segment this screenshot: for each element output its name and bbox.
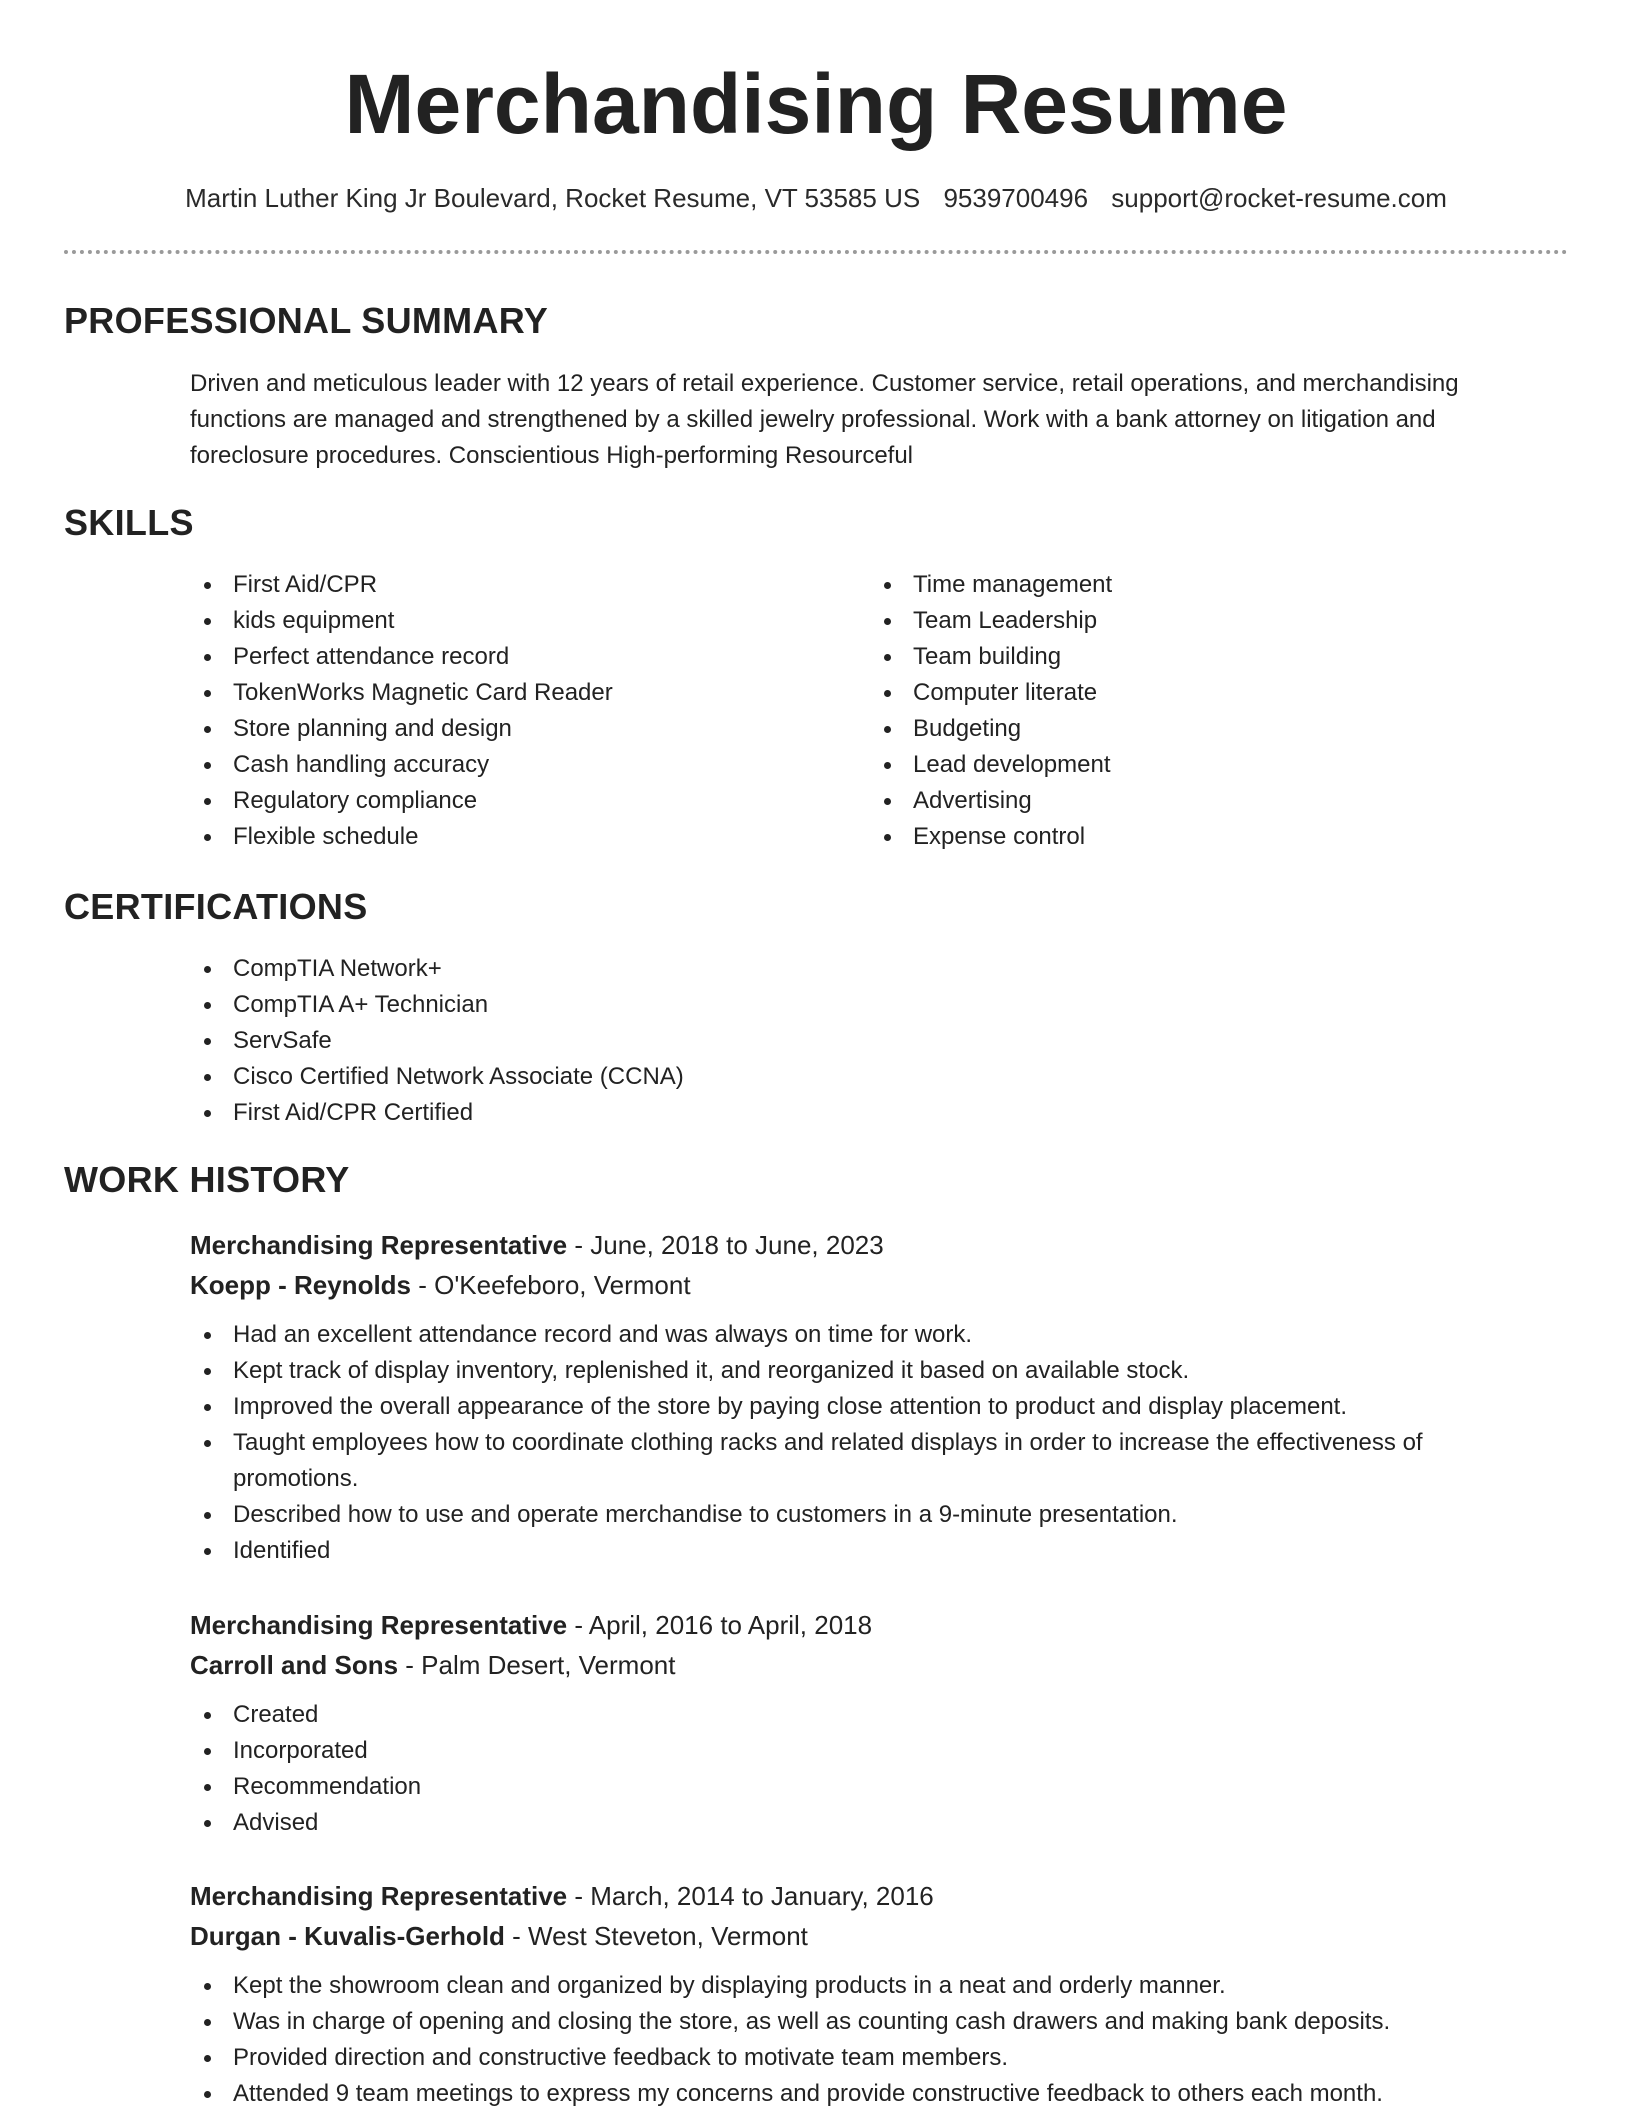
job-bullet	[190, 1533, 1520, 1569]
job-company: Durgan - Kuvalis-Gerhold	[190, 1921, 505, 1951]
job-bullet	[190, 1353, 1520, 1389]
bullet-icon	[884, 582, 891, 589]
bullet-icon	[884, 654, 891, 661]
job-bullet	[190, 2004, 1520, 2040]
job-entry	[190, 1876, 1520, 2112]
certification-label: CompTIA A+ Technician	[233, 991, 489, 1018]
certification-label: CompTIA Network+	[233, 955, 442, 982]
bullet-icon	[204, 1074, 211, 1081]
section-heading-work-history: WORK HISTORY	[64, 1159, 350, 1200]
job-bullet	[190, 1317, 1520, 1353]
bullet-icon	[204, 1332, 211, 1339]
bullet-icon	[204, 654, 211, 661]
job-location: - West Steveton, Vermont	[504, 1921, 808, 1951]
bullet-icon	[204, 762, 211, 769]
skill-item	[870, 783, 1520, 819]
bullet-icon	[884, 834, 891, 841]
skills-column-left	[190, 567, 840, 855]
certification-item	[190, 987, 1090, 1023]
bullet-icon	[884, 726, 891, 733]
contact-address: Martin Luther King Jr Boulevard, Rocket Resume, VT 53585 US	[185, 183, 921, 213]
skill-item	[870, 639, 1520, 675]
job-bullet-text: Advised	[233, 1809, 319, 1836]
resume-title: Merchandising Resume	[344, 57, 1288, 151]
skill-item	[870, 603, 1520, 639]
job-bullet-text: Was in charge of opening and closing the store, as well as counting cash drawers and making bank deposits.	[233, 2008, 1391, 2035]
certification-item	[190, 951, 1090, 987]
job-bullets	[190, 1697, 1520, 1841]
certification-label: ServSafe	[233, 1027, 332, 1054]
bullet-icon	[204, 1512, 211, 1519]
job-bullet-text: Provided direction and constructive feedback to motivate team members.	[233, 2044, 1009, 2071]
skill-item	[190, 747, 840, 783]
job-title: Merchandising Representative	[190, 1610, 568, 1640]
summary-text: Driven and meticulous leader with 12 years of retail experience. Customer service, retail operations, and merchandising functions are managed and strengthened by a skilled jewelry professional. Work with a bank attorney on litigation and foreclosure procedures. Conscientious High-performing Resourceful	[190, 370, 1459, 469]
job-company-line	[190, 1265, 1520, 1305]
bullet-icon	[204, 1784, 211, 1791]
certification-label: First Aid/CPR Certified	[233, 1099, 474, 1126]
bullet-icon	[884, 618, 891, 625]
bullet-icon	[204, 1440, 211, 1447]
skill-item	[190, 567, 840, 603]
certification-item	[190, 1095, 1090, 1131]
skill-label: Perfect attendance record	[233, 643, 510, 670]
job-bullets	[190, 1968, 1520, 2112]
job-bullet-text: Attended 9 team meetings to express my concerns and provide constructive feedback to others each month.	[233, 2080, 1383, 2107]
job-bullet	[190, 1805, 1520, 1841]
skill-label: kids equipment	[233, 607, 395, 634]
job-bullet	[190, 1425, 1520, 1497]
bullet-icon	[204, 966, 211, 973]
certification-item	[190, 1023, 1090, 1059]
section-heading-certifications: CERTIFICATIONS	[64, 886, 368, 927]
skill-item	[870, 567, 1520, 603]
job-title-line	[190, 1225, 1520, 1265]
bullet-icon	[204, 1820, 211, 1827]
bullet-icon	[204, 726, 211, 733]
bullet-icon	[884, 690, 891, 697]
section-heading-summary: PROFESSIONAL SUMMARY	[64, 300, 549, 341]
skill-label: Time management	[913, 571, 1113, 598]
bullet-icon	[204, 834, 211, 841]
skill-label: TokenWorks Magnetic Card Reader	[233, 679, 613, 706]
job-company-line	[190, 1916, 1520, 1956]
bullet-icon	[204, 1002, 211, 1009]
skill-label: Flexible schedule	[233, 823, 419, 850]
skill-label: Store planning and design	[233, 715, 512, 742]
job-bullet	[190, 2076, 1520, 2112]
skill-label: First Aid/CPR	[233, 571, 378, 598]
contact-line	[0, 180, 1632, 216]
skill-label: Team Leadership	[913, 607, 1098, 634]
skill-label: Expense control	[913, 823, 1086, 850]
job-bullet	[190, 1733, 1520, 1769]
bullet-icon	[884, 762, 891, 769]
skill-label: Budgeting	[913, 715, 1022, 742]
job-bullet	[190, 1769, 1520, 1805]
skills-list-left	[190, 567, 840, 855]
certifications-list	[190, 951, 1090, 1131]
bullet-icon	[204, 1748, 211, 1755]
skill-item	[870, 711, 1520, 747]
skill-label: Computer literate	[913, 679, 1098, 706]
bullet-icon	[204, 690, 211, 697]
job-bullet-text: Described how to use and operate merchandise to customers in a 9-minute presentation.	[233, 1501, 1178, 1528]
job-location: - Palm Desert, Vermont	[398, 1650, 676, 1680]
job-dates: - March, 2014 to January, 2016	[567, 1881, 934, 1911]
skill-label: Regulatory compliance	[233, 787, 478, 814]
skill-item	[190, 639, 840, 675]
job-bullet	[190, 1389, 1520, 1425]
header-divider	[64, 250, 1568, 254]
job-title-line	[190, 1876, 1520, 1916]
skill-item	[190, 819, 840, 855]
certification-item	[190, 1059, 1090, 1095]
bullet-icon	[204, 1712, 211, 1719]
job-title: Merchandising Representative	[190, 1881, 568, 1911]
bullet-icon	[204, 1110, 211, 1117]
job-bullet	[190, 1497, 1520, 1533]
skill-item	[190, 783, 840, 819]
job-bullet	[190, 1968, 1520, 2004]
skill-label: Team building	[913, 643, 1062, 670]
skill-item	[870, 819, 1520, 855]
section-heading-skills: SKILLS	[64, 502, 194, 543]
skill-label: Lead development	[913, 751, 1111, 778]
bullet-icon	[204, 1548, 211, 1555]
job-company-line	[190, 1645, 1520, 1685]
bullet-icon	[204, 1404, 211, 1411]
bullet-icon	[204, 798, 211, 805]
job-title-line	[190, 1605, 1520, 1645]
job-dates: - June, 2018 to June, 2023	[567, 1230, 884, 1260]
job-bullet-text: Had an excellent attendance record and was always on time for work.	[233, 1321, 973, 1348]
job-bullet-text: Created	[233, 1701, 319, 1728]
job-title: Merchandising Representative	[190, 1230, 568, 1260]
skill-item	[190, 711, 840, 747]
job-bullet-text: Improved the overall appearance of the store by paying close attention to product and display placement.	[233, 1393, 1348, 1420]
certification-label: Cisco Certified Network Associate (CCNA)	[233, 1063, 684, 1090]
job-bullet-text: Incorporated	[233, 1737, 368, 1764]
job-bullets	[190, 1317, 1520, 1569]
job-dates: - April, 2016 to April, 2018	[567, 1610, 873, 1640]
skill-label: Cash handling accuracy	[233, 751, 490, 778]
job-bullet-text: Kept the showroom clean and organized by displaying products in a neat and orderly manner.	[233, 1972, 1226, 1999]
certifications-block	[190, 951, 1090, 1131]
bullet-icon	[204, 1368, 211, 1375]
skills-column-right	[870, 567, 1520, 855]
job-bullet-text: Taught employees how to coordinate clothing racks and related displays in order to increase the effectiveness of promotions.	[233, 1429, 1423, 1492]
job-location: - O'Keefeboro, Vermont	[411, 1270, 691, 1300]
skill-label: Advertising	[913, 787, 1032, 814]
bullet-icon	[204, 2019, 211, 2026]
job-bullet-text: Kept track of display inventory, replenished it, and reorganized it based on available stock.	[233, 1357, 1190, 1384]
skill-item	[870, 747, 1520, 783]
contact-phone: 9539700496	[943, 183, 1089, 213]
skill-item	[190, 675, 840, 711]
bullet-icon	[204, 618, 211, 625]
bullet-icon	[884, 798, 891, 805]
skill-item	[870, 675, 1520, 711]
skills-list-right	[870, 567, 1520, 855]
job-entry	[190, 1225, 1520, 1569]
contact-email[interactable]: support@rocket-resume.com	[1111, 183, 1447, 213]
bullet-icon	[204, 2055, 211, 2062]
job-company: Carroll and Sons	[190, 1650, 399, 1680]
job-entry	[190, 1605, 1520, 1841]
job-bullet-text: Identified	[233, 1537, 331, 1564]
bullet-icon	[204, 1983, 211, 1990]
job-company: Koepp - Reynolds	[190, 1270, 412, 1300]
skill-item	[190, 603, 840, 639]
bullet-icon	[204, 1038, 211, 1045]
job-bullet	[190, 1697, 1520, 1733]
bullet-icon	[204, 2091, 211, 2098]
bullet-icon	[204, 582, 211, 589]
job-bullet-text: Recommendation	[233, 1773, 422, 1800]
job-bullet	[190, 2040, 1520, 2076]
